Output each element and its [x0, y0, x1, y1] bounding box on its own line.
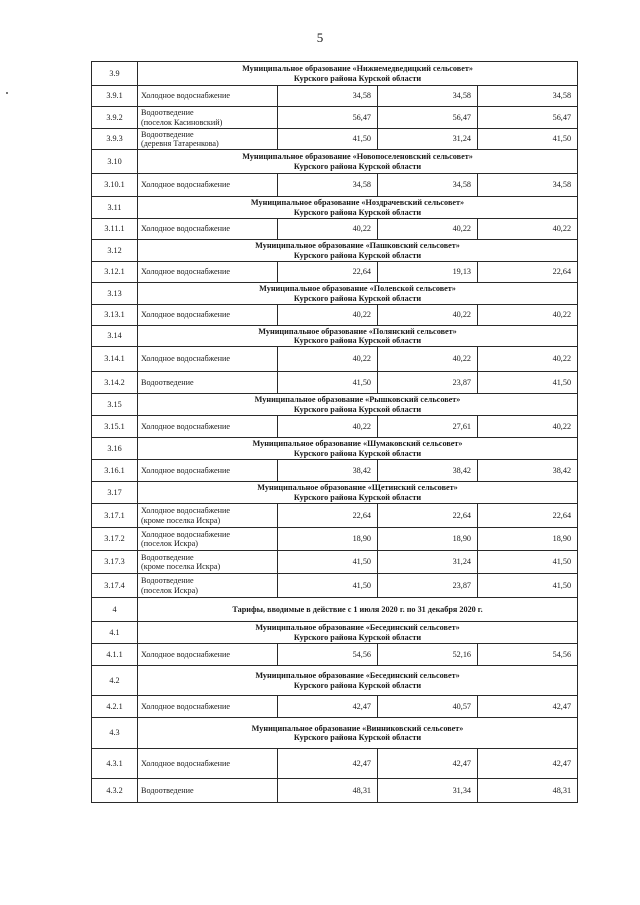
tariff-value: 41,50	[478, 574, 578, 598]
service-name	[138, 107, 278, 129]
tariff-value: 18,90	[478, 528, 578, 551]
service-name-line: (поселок Искра)	[141, 585, 198, 595]
tariff-value: 40,22	[278, 219, 378, 240]
tariff-value: 48,31	[478, 779, 578, 803]
section-title-line: Муниципальное образование «Полянский сельсовет»	[258, 326, 457, 336]
section-title-line: Муниципальное образование «Шумаковский сельсовет»	[252, 439, 463, 449]
section-title-line: Муниципальное образование «Щетинский сельсовет»	[257, 483, 458, 493]
section-subtitle-line: Курского района Курской области	[293, 207, 422, 217]
item-number: 3.9	[92, 62, 138, 86]
service-name-line: Холодное водоснабжение	[141, 506, 231, 516]
service-name	[138, 696, 278, 718]
item-number: 3.14.2	[92, 372, 138, 394]
item-number: 4.3.1	[92, 749, 138, 779]
item-number: 4.2	[92, 666, 138, 696]
item-number: 3.14	[92, 326, 138, 347]
tariff-value: 38,42	[478, 460, 578, 482]
service-name-line: (кроме поселка Искра)	[141, 562, 221, 571]
item-number: 4	[92, 598, 138, 622]
section-subtitle-line: Курского района Курской области	[293, 336, 422, 345]
tariff-row	[92, 460, 578, 482]
tariff-row	[92, 372, 578, 394]
tariff-value: 19,13	[378, 262, 478, 283]
section-title-line: Муниципальное образование «Рышковский сельсовет»	[254, 395, 461, 405]
service-name	[138, 262, 278, 283]
tariff-value: 22,64	[478, 262, 578, 283]
tariff-value: 40,22	[378, 347, 478, 372]
item-number: 3.10	[92, 150, 138, 174]
tariff-row	[92, 219, 578, 240]
service-name-line: Водоотведение	[141, 576, 194, 586]
item-number: 3.15.1	[92, 416, 138, 438]
item-number: 3.17.3	[92, 551, 138, 574]
section-subtitle-line: Курского района Курской области	[293, 492, 422, 502]
section-header-row	[92, 150, 578, 174]
section-title-line: Муниципальное образование «Новопоселеновский сельсовет»	[242, 152, 473, 162]
tariff-table	[91, 61, 578, 803]
tariff-value: 41,50	[478, 551, 578, 574]
item-number: 3.14.1	[92, 347, 138, 372]
service-name-line: Холодное водоснабжение	[141, 267, 231, 277]
section-title-line: Муниципальное образование «Бесединский сельсовет»	[255, 671, 460, 681]
tariff-row	[92, 305, 578, 326]
item-number: 4.3.2	[92, 779, 138, 803]
tariff-value: 42,47	[278, 749, 378, 779]
service-name-line: Водоотведение	[141, 108, 194, 118]
item-number: 3.9.2	[92, 107, 138, 129]
service-name-line: Холодное водоснабжение	[141, 701, 231, 711]
section-subtitle-line: Курского района Курской области	[293, 293, 422, 303]
service-name	[138, 504, 278, 528]
tariff-row	[92, 262, 578, 283]
tariff-row	[92, 749, 578, 779]
service-name-line: Холодное водоснабжение	[141, 465, 231, 475]
tariff-value: 22,64	[278, 504, 378, 528]
service-name-line: Водоотведение	[141, 785, 194, 795]
tariff-row	[92, 107, 578, 129]
section-title	[138, 718, 578, 749]
section-title-line: Муниципальное образование «Ноздрачевский сельсовет»	[250, 198, 465, 208]
service-name-line: (поселок Касиновский)	[141, 117, 223, 127]
item-number: 3.17	[92, 482, 138, 504]
item-number: 3.16.1	[92, 460, 138, 482]
tariff-value: 40,22	[378, 305, 478, 326]
tariff-value: 56,47	[278, 107, 378, 129]
service-name-line: Холодное водоснабжение	[141, 649, 231, 659]
service-name-line: Водоотведение	[141, 377, 194, 387]
service-name-line: Холодное водоснабжение	[141, 421, 231, 431]
service-name	[138, 528, 278, 551]
tariff-value: 41,50	[478, 129, 578, 150]
tariff-value: 42,47	[478, 696, 578, 718]
item-number: 3.9.3	[92, 129, 138, 150]
section-subtitle-line: Курского района Курской области	[293, 632, 422, 642]
page-number: 5	[316, 30, 324, 45]
tariff-value: 23,87	[378, 372, 478, 394]
tariff-value: 42,47	[378, 749, 478, 779]
tariff-row	[92, 779, 578, 803]
item-number: 3.17.1	[92, 504, 138, 528]
tariff-value: 23,87	[378, 574, 478, 598]
item-number: 3.17.4	[92, 574, 138, 598]
section-header-row	[92, 240, 578, 262]
item-number: 3.12	[92, 240, 138, 262]
tariff-value: 31,24	[378, 129, 478, 150]
tariff-value: 22,64	[478, 504, 578, 528]
section-title	[138, 62, 578, 86]
tariff-value: 22,64	[278, 262, 378, 283]
service-name-line: Холодное водоснабжение	[141, 529, 231, 539]
tariff-row	[92, 504, 578, 528]
tariff-value: 40,22	[478, 219, 578, 240]
section-title-line: Муниципальное образование «Пашковский сельсовет»	[255, 241, 460, 251]
item-number: 3.13	[92, 283, 138, 305]
service-name	[138, 779, 278, 803]
tariff-value: 31,34	[378, 779, 478, 803]
item-number: 3.12.1	[92, 262, 138, 283]
tariff-row	[92, 551, 578, 574]
service-name	[138, 749, 278, 779]
section-header-row	[92, 718, 578, 749]
section-header-row	[92, 62, 578, 86]
tariff-value: 52,16	[378, 644, 478, 666]
tariff-value: 38,42	[378, 460, 478, 482]
service-name	[138, 416, 278, 438]
tariff-value: 34,58	[478, 86, 578, 107]
section-title	[138, 240, 578, 262]
tariff-value: 34,58	[378, 86, 478, 107]
tariff-value: 56,47	[478, 107, 578, 129]
service-name-line: (поселок Искра)	[141, 539, 198, 548]
section-subtitle-line: Курского района Курской области	[293, 250, 422, 260]
section-header-row	[92, 394, 578, 416]
item-number: 3.13.1	[92, 305, 138, 326]
tariff-row	[92, 574, 578, 598]
tariff-row	[92, 174, 578, 197]
service-name	[138, 574, 278, 598]
service-name-line: Холодное водоснабжение	[141, 91, 231, 101]
item-number: 4.2.1	[92, 696, 138, 718]
tariff-value: 31,24	[378, 551, 478, 574]
section-header-row	[92, 197, 578, 219]
section-title	[138, 482, 578, 504]
service-name-line: (деревня Татаренкова)	[141, 139, 219, 148]
section-header-row	[92, 283, 578, 305]
tariff-value: 40,22	[478, 416, 578, 438]
section-title-line: Муниципальное образование «Винниковский сельсовет»	[251, 723, 464, 733]
tariff-value: 41,50	[278, 574, 378, 598]
item-number: 3.15	[92, 394, 138, 416]
section-title	[138, 150, 578, 174]
tariff-value: 18,90	[378, 528, 478, 551]
section-title-line: Муниципальное образование «Полевской сельсовет»	[259, 284, 456, 294]
tariff-value: 34,58	[478, 174, 578, 197]
section-title-line: Муниципальное образование «Нижнемедведицкий сельсовет»	[242, 64, 473, 74]
section-title	[138, 666, 578, 696]
section-title-line: Тарифы, вводимые в действие с 1 июля 2020 г. по 31 декабря 2020 г.	[232, 604, 483, 614]
section-subtitle-line: Курского района Курской области	[293, 448, 422, 458]
service-name-line: Холодное водоснабжение	[141, 180, 231, 190]
tariff-value: 41,50	[278, 372, 378, 394]
service-name	[138, 219, 278, 240]
tariff-value: 54,56	[278, 644, 378, 666]
tariff-value: 40,22	[478, 347, 578, 372]
tariff-value: 40,22	[478, 305, 578, 326]
service-name	[138, 460, 278, 482]
section-header-row	[92, 622, 578, 644]
tariff-value: 42,47	[278, 696, 378, 718]
service-name-line: Холодное водоснабжение	[141, 354, 231, 364]
section-title	[138, 283, 578, 305]
tariff-value: 40,22	[278, 347, 378, 372]
tariff-value: 41,50	[478, 372, 578, 394]
tariff-row	[92, 696, 578, 718]
section-subtitle-line: Курского района Курской области	[293, 733, 422, 742]
tariff-value: 41,50	[278, 551, 378, 574]
item-number: 4.1.1	[92, 644, 138, 666]
section-header-row	[92, 438, 578, 460]
section-header-row	[92, 482, 578, 504]
item-number: 4.1	[92, 622, 138, 644]
tariff-value: 48,31	[278, 779, 378, 803]
scan-speck	[6, 92, 8, 94]
tariff-value: 56,47	[378, 107, 478, 129]
service-name	[138, 86, 278, 107]
service-name	[138, 347, 278, 372]
tariff-row	[92, 347, 578, 372]
service-name-line: (кроме поселка Искра)	[141, 515, 221, 525]
tariff-value: 41,50	[278, 129, 378, 150]
section-header-row	[92, 598, 578, 622]
tariff-row	[92, 86, 578, 107]
tariff-row	[92, 528, 578, 551]
service-name	[138, 129, 278, 150]
section-subtitle-line: Курского района Курской области	[293, 404, 422, 414]
item-number: 3.16	[92, 438, 138, 460]
section-title-line: Муниципальное образование «Бесединский сельсовет»	[255, 623, 460, 633]
service-name	[138, 372, 278, 394]
tariff-value: 40,22	[278, 305, 378, 326]
tariff-value: 34,58	[278, 174, 378, 197]
tariff-value: 38,42	[278, 460, 378, 482]
tariff-value: 54,56	[478, 644, 578, 666]
tariff-value: 27,61	[378, 416, 478, 438]
section-title	[138, 622, 578, 644]
tariff-value: 22,64	[378, 504, 478, 528]
service-name-line: Водоотведение	[141, 129, 194, 139]
tariff-value: 40,22	[378, 219, 478, 240]
section-subtitle-line: Курского района Курской области	[293, 161, 422, 171]
item-number: 3.11.1	[92, 219, 138, 240]
section-title	[138, 438, 578, 460]
section-title	[138, 197, 578, 219]
item-number: 3.17.2	[92, 528, 138, 551]
service-name-line: Холодное водоснабжение	[141, 310, 231, 320]
section-title	[138, 326, 578, 347]
tariff-value: 34,58	[378, 174, 478, 197]
service-name	[138, 305, 278, 326]
tariff-row	[92, 644, 578, 666]
section-subtitle-line: Курского района Курской области	[293, 73, 422, 83]
item-number: 3.10.1	[92, 174, 138, 197]
service-name	[138, 551, 278, 574]
section-title	[138, 394, 578, 416]
tariff-value: 42,47	[478, 749, 578, 779]
tariff-row	[92, 416, 578, 438]
service-name	[138, 644, 278, 666]
service-name-line: Водоотведение	[141, 552, 194, 562]
section-header-row	[92, 666, 578, 696]
tariff-value: 18,90	[278, 528, 378, 551]
service-name	[138, 174, 278, 197]
item-number: 3.9.1	[92, 86, 138, 107]
section-subtitle-line: Курского района Курской области	[293, 680, 422, 690]
item-number: 4.3	[92, 718, 138, 749]
tariff-value: 40,57	[378, 696, 478, 718]
section-header-row	[92, 326, 578, 347]
tariff-value: 40,22	[278, 416, 378, 438]
tariff-value: 34,58	[278, 86, 378, 107]
service-name-line: Холодное водоснабжение	[141, 758, 231, 768]
section-title	[138, 598, 578, 622]
tariff-row	[92, 129, 578, 150]
service-name-line: Холодное водоснабжение	[141, 224, 231, 234]
item-number: 3.11	[92, 197, 138, 219]
